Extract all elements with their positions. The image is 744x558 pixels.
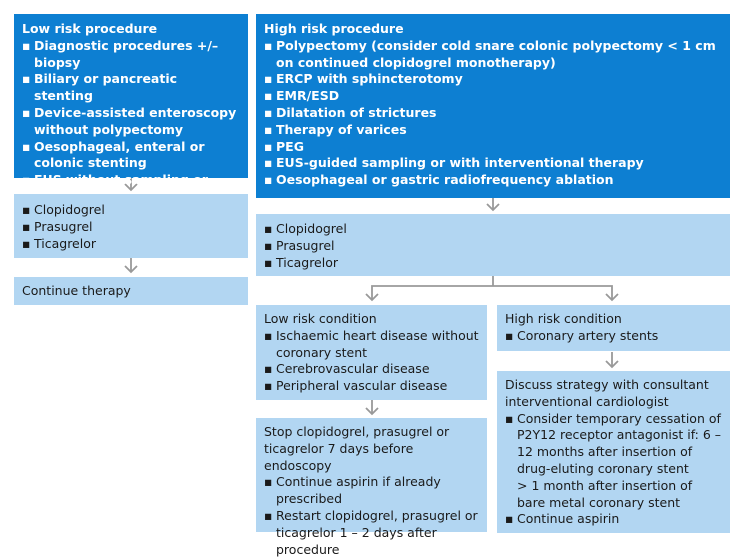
high-risk-condition-box (497, 305, 730, 351)
list-item: ▪ Continue aspirin (505, 511, 722, 528)
list-item: ▪ Oesophageal, enteral or colonic stenting (22, 139, 240, 173)
low-risk-drugs-box (14, 194, 248, 258)
list-item: ▪ Restart clopidogrel, prasugrel or ticagrelor 1 – 2 days after procedure (264, 508, 479, 558)
high-risk-condition-title: High risk condition (505, 311, 622, 326)
high-risk-drugs-box (256, 214, 730, 276)
list-item: ▪ Cerebrovascular disease (264, 361, 479, 378)
list-item: ▪ Prasugrel (264, 238, 722, 255)
high-risk-drugs-list (264, 221, 722, 271)
arrow-split (372, 276, 612, 300)
low-risk-condition-title: Low risk condition (264, 311, 377, 326)
list-item (505, 411, 722, 512)
stop-drugs-box (256, 418, 487, 557)
low-risk-procedure-title: Low risk procedure (22, 21, 158, 36)
list-item: ▪ Therapy of varices (264, 122, 722, 139)
list-item: ▪ EUS without sampling or (22, 172, 240, 206)
stop-drugs-text: Stop clopidogrel, prasugrel or ticagrelor 7 days before endoscopy (264, 424, 450, 473)
list-item: ▪ Ischaemic heart disease without coronary stent (264, 328, 479, 362)
list-item: ▪ Oesophageal or gastric radiofrequency ablation (264, 172, 722, 189)
continue-therapy-box (14, 277, 248, 305)
high-risk-procedure-title: High risk procedure (264, 21, 404, 36)
discuss-strategy-list (505, 411, 722, 529)
list-item: ▪ Peripheral vascular disease (264, 378, 479, 395)
low-risk-condition-box (256, 305, 487, 400)
list-item: ▪ PEG (264, 139, 722, 156)
high-risk-procedure-list (264, 38, 722, 189)
low-risk-procedure-box (14, 14, 248, 188)
list-item: ▪ Dilatation of strictures (264, 105, 722, 122)
high-risk-condition-list (505, 328, 722, 345)
list-item: ▪ EUS-guided sampling or with interventional therapy (264, 155, 722, 172)
cessation-condition-bare-metal: > 1 month after insertion of bare metal coronary stent (517, 477, 693, 510)
low-risk-procedure-list (22, 38, 240, 206)
low-risk-condition-list (264, 328, 479, 395)
list-item: ▪ Clopidogrel (22, 202, 240, 219)
list-item: ▪ ERCP with sphincterotomy (264, 71, 722, 88)
continue-therapy-text: Continue therapy (22, 283, 131, 298)
list-item: ▪ Prasugrel (22, 219, 240, 236)
cessation-condition: Consider temporary cessation of P2Y12 receptor antagonist if: 6 – 12 months after insertion of drug-eluting coronary stent (517, 410, 722, 476)
list-item: ▪ Device-assisted enteroscopy without polypectomy (22, 105, 240, 139)
list-item: ▪ Diagnostic procedures +/– biopsy (22, 38, 240, 72)
list-item: ▪ Ticagrelor (264, 255, 722, 272)
list-item: ▪ EMR/ESD (264, 88, 722, 105)
stop-drugs-list (264, 474, 479, 558)
list-item: ▪ Polypectomy (consider cold snare colonic polypectomy < 1 cm on continued clopidogrel monotherapy) (264, 38, 722, 72)
list-item: ▪ Coronary artery stents (505, 328, 722, 345)
low-risk-drugs-list (22, 202, 240, 252)
discuss-strategy-text: Discuss strategy with consultant interventional cardiologist (505, 377, 709, 409)
discuss-strategy-box (497, 371, 730, 533)
list-item: ▪ Ticagrelor (22, 236, 240, 253)
list-item: ▪ Clopidogrel (264, 221, 722, 238)
list-item: ▪ Continue aspirin if already prescribed (264, 474, 479, 508)
list-item: ▪ Biliary or pancreatic stenting (22, 71, 240, 105)
high-risk-procedure-box (256, 14, 730, 198)
